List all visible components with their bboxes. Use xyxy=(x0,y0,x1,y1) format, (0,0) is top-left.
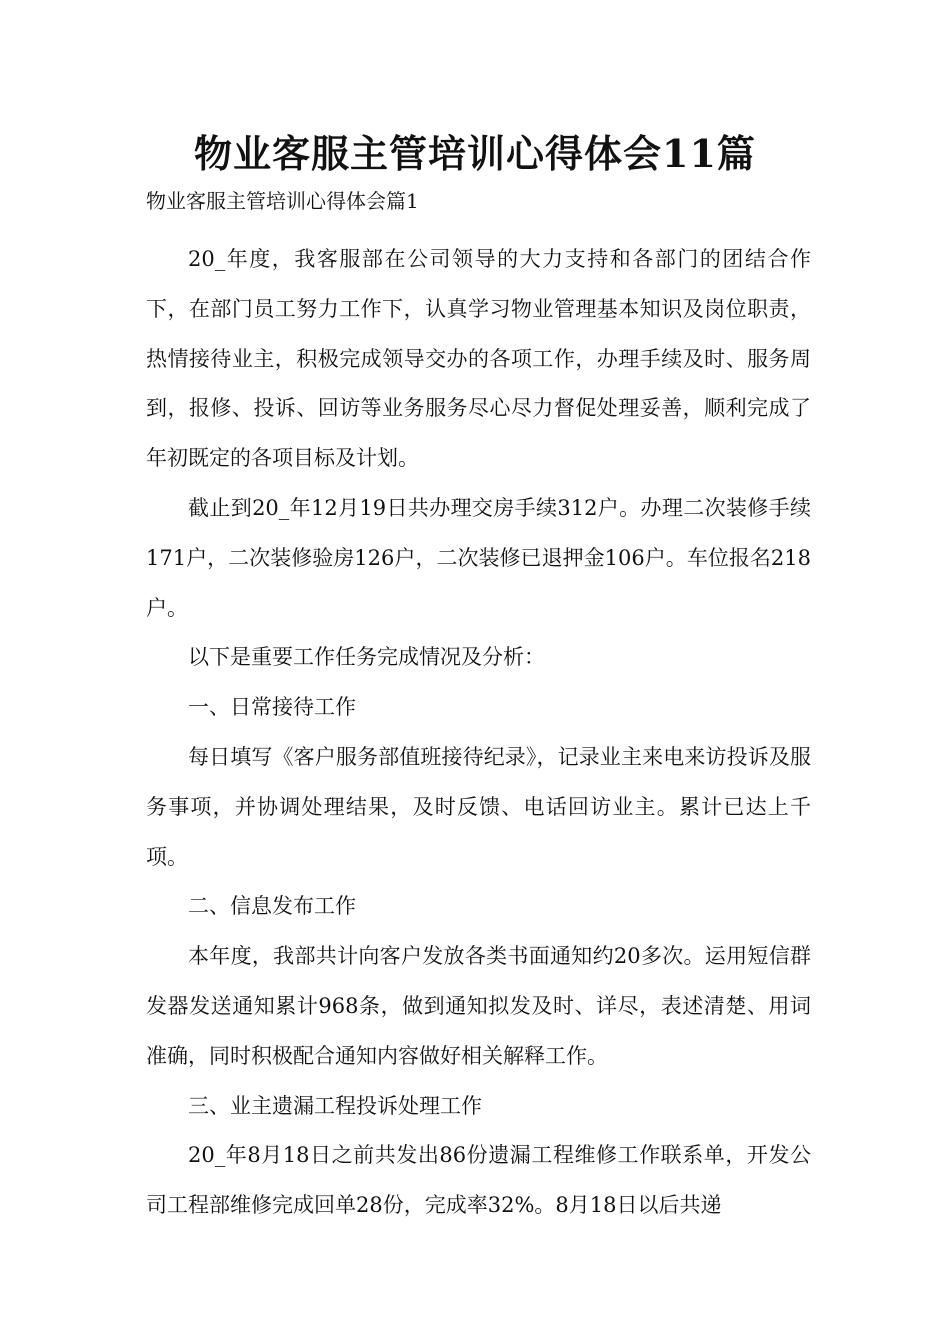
paragraph-information-release: 本年度，我部共计向客户发放各类书面通知约20多次。运用短信群发器发送通知累计968条，做到通知拟发及时、详尽，表述清楚、用词准确，同时积极配合通知内容做好相关解释工作。 xyxy=(146,944,811,1068)
paragraph-complaint-handling: 20_年8月18日之前共发出86份遗漏工程维修工作联系单，开发公司工程部维修完成回单28份，完成率32%。8月18日以后共递 xyxy=(146,1143,811,1218)
section-subtitle: 物业客服主管培训心得体会篇1 xyxy=(146,189,419,213)
heading-information-release: 二、信息发布工作 xyxy=(188,894,356,919)
paragraph-daily-reception: 每日填写《客户服务部值班接待纪录》，记录业主来电来访投诉及服务事项，并协调处理结果，及时反馈、电话回访业主。累计已达上千项。 xyxy=(146,744,811,869)
paragraph-statistics: 截止到20_年12月19日共办理交房手续312户。办理二次装修手续171户，二次装修验房126户，二次装修已退押金106户。车位报名218户。 xyxy=(146,495,811,620)
heading-daily-reception: 一、日常接待工作 xyxy=(188,695,356,720)
heading-complaint-handling: 三、业主遗漏工程投诉处理工作 xyxy=(188,1093,482,1118)
paragraph-task-overview: 以下是重要工作任务完成情况及分析： xyxy=(188,645,545,670)
document-body xyxy=(146,235,811,1231)
document-title: 物业客服主管培训心得体会11篇 xyxy=(194,131,756,176)
paragraph-intro: 20_年度，我客服部在公司领导的大力支持和各部门的团结合作下，在部门员工努力工作下，认真学习物业管理基本知识及岗位职责，热情接待业主，积极完成领导交办的各项工作，办理手续及时、服务周到，报修、投诉、回访等业务服务尽心尽力督促处理妥善，顺利完成了年初既定的各项目标及计划。 xyxy=(146,247,811,471)
